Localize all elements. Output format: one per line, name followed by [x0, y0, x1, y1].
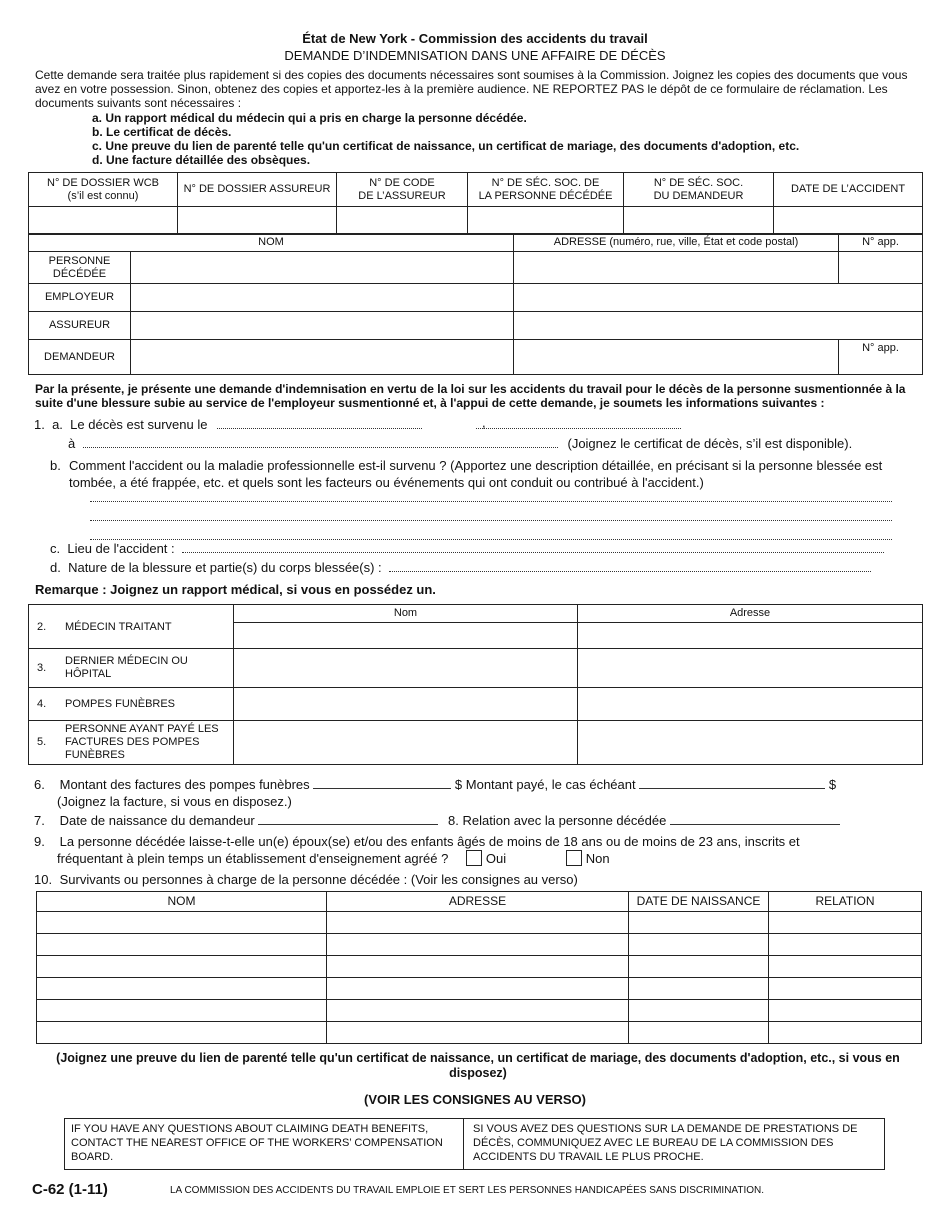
relationship-field[interactable]: [670, 812, 840, 825]
employer-name-field[interactable]: [131, 284, 514, 312]
hospital-name-field[interactable]: [234, 649, 578, 688]
doc-item: b. Le certificat de décès.: [92, 125, 232, 139]
death-time-field[interactable]: [476, 416, 681, 429]
doctor-name-field[interactable]: [234, 623, 578, 649]
proof-note: (Joignez une preuve du lien de parenté telle qu'un certificat de naissance, un certificat de mariage, des documents d'adoption, etc., si vous en disposez): [56, 1051, 900, 1080]
question-7-8: 7. Date de naissance du demandeur 8. Relation avec la personne décédée: [34, 812, 924, 829]
survivor-relation-cell[interactable]: [769, 1000, 922, 1022]
survivor-name-cell[interactable]: [37, 1022, 327, 1044]
header-wcb-number: N° DE DOSSIER WCB (s’il est connu): [29, 173, 178, 207]
table-row: [37, 912, 922, 934]
header-survivor-address: ADRESSE: [327, 892, 629, 912]
row-label-employer: EMPLOYEUR: [29, 284, 131, 312]
id-table: [28, 172, 923, 235]
funeral-home-address-field[interactable]: [578, 688, 923, 721]
deceased-ssn-field[interactable]: [468, 207, 624, 235]
survivor-name-cell[interactable]: [37, 956, 327, 978]
survivor-birthdate-cell[interactable]: [629, 978, 769, 1000]
intro-text: Cette demande sera traitée plus rapidement si des copies des documents nécessaires sont soumises à la Commission. Joignez les copies des documents que vous avez en votre possession. Sinon, obtenez des copies et apportez-les à la première audience. NE REPORTEZ PAS le dépôt de ce formulaire de réclamation. Les documents suivants sont nécessaires :: [35, 68, 908, 110]
accident-date-field[interactable]: [774, 207, 923, 235]
header-survivor-name: NOM: [37, 892, 327, 912]
question-1a: 1. a. Le décès est survenu le: [34, 416, 914, 433]
info-box-en: IF YOU HAVE ANY QUESTIONS ABOUT CLAIMING DEATH BENEFITS, CONTACT THE NEAREST OFFICE OF THE WORKERS’ COMPENSATION BOARD.: [71, 1123, 443, 1163]
header-address: ADRESSE (numéro, rue, ville, État et code postal): [514, 234, 839, 252]
claimant-birthdate-field[interactable]: [258, 812, 438, 825]
claimant-apt-label: N° app.: [862, 342, 899, 354]
deceased-address-field[interactable]: [514, 252, 839, 284]
funeral-bill-amount-field[interactable]: [313, 776, 451, 789]
header-survivor-relation: RELATION: [769, 892, 922, 912]
claimant-apt-field[interactable]: [839, 340, 923, 375]
insurer-code-field[interactable]: [337, 207, 468, 235]
survivor-name-cell[interactable]: [37, 912, 327, 934]
survivor-relation-cell[interactable]: [769, 912, 922, 934]
table-row: [37, 978, 922, 1000]
oui-checkbox[interactable]: [466, 850, 482, 866]
row-label-claimant: DEMANDEUR: [29, 340, 131, 375]
amount-paid-field[interactable]: [639, 776, 825, 789]
insurer-file-field[interactable]: [178, 207, 337, 235]
table-row: [37, 934, 922, 956]
table-row: [37, 1022, 922, 1044]
question-6: 6. Montant des factures des pompes funèbres $ Montant payé, le cas échéant $: [34, 777, 837, 792]
info-box-fr: SI VOUS AVEZ DES QUESTIONS SUR LA DEMANDE DE PRESTATIONS DE DÉCÈS, COMMUNIQUEZ AVEC LE BUREAU DE LA COMMISSION DES ACCIDENTS DU TRAVAIL LE PLUS PROCHE.: [473, 1123, 858, 1163]
deceased-name-field[interactable]: [131, 252, 514, 284]
survivor-birthdate-cell[interactable]: [629, 1022, 769, 1044]
header-claimant-ssn: N° DE SÉC. SOC. DU DEMANDEUR: [624, 173, 774, 207]
survivor-address-cell[interactable]: [327, 934, 629, 956]
question-10: 10. Survivants ou personnes à charge de la personne décédée : (Voir les consignes au verso): [34, 872, 578, 887]
doctor-address-field[interactable]: [578, 623, 923, 649]
claimant-name-field[interactable]: [131, 340, 514, 375]
survivor-relation-cell[interactable]: [769, 934, 922, 956]
death-date-field[interactable]: [217, 416, 422, 429]
payer-address-field[interactable]: [578, 721, 923, 765]
survivor-relation-cell[interactable]: [769, 978, 922, 1000]
required-docs-list: [92, 111, 799, 167]
table-row: [37, 956, 922, 978]
header-apt: N° app.: [839, 234, 923, 252]
wcb-number-field[interactable]: [29, 207, 178, 235]
row-label-deceased: PERSONNE DÉCÉDÉE: [29, 252, 131, 284]
doc-item: d. Une facture détaillée des obsèques.: [92, 153, 311, 167]
med-row-2-label: 3. DERNIER MÉDECIN OU HÔPITAL: [29, 649, 234, 688]
row-label-insurer: ASSUREUR: [29, 312, 131, 340]
survivor-birthdate-cell[interactable]: [629, 912, 769, 934]
survivor-name-cell[interactable]: [37, 934, 327, 956]
form-title: État de New York - Commission des accidents du travail: [302, 31, 648, 46]
question-9-line2: fréquentant à plein temps un établissement d'enseignement agréé ? Oui Non: [57, 851, 610, 866]
med-row-1-label: 2. MÉDECIN TRAITANT: [29, 605, 234, 649]
med-row-4-label: 5. PERSONNE AYANT PAYÉ LES FACTURES DES POMPES FUNÈBRES: [29, 721, 234, 765]
survivor-relation-cell[interactable]: [769, 1022, 922, 1044]
party-table: [28, 233, 923, 375]
survivor-address-cell[interactable]: [327, 912, 629, 934]
doc-item: c. Une preuve du lien de parenté telle qu'un certificat de naissance, un certificat de mariage, des documents d'adoption, etc.: [92, 139, 800, 153]
accident-place-field[interactable]: [182, 540, 884, 553]
description-line-1[interactable]: [90, 491, 892, 502]
header-insurer-code: N° DE CODE DE L’ASSUREUR: [337, 173, 468, 207]
survivor-address-cell[interactable]: [327, 1022, 629, 1044]
medical-table: [28, 604, 923, 765]
question-1b: b. Comment l'accident ou la maladie professionnelle est-il survenu ? (Apportez une description détaillée, en précisant si la personne blessée est tombée, a été frappée, etc. et quels sont les facteurs ou événements qui ont conduit ou contribué à l'accident.): [50, 458, 883, 490]
question-1c: c. Lieu de l'accident :: [50, 540, 930, 557]
see-back-note: (VOIR LES CONSIGNES AU VERSO): [364, 1092, 586, 1107]
comma-separator: ,: [482, 415, 486, 430]
non-option[interactable]: Non: [566, 851, 610, 866]
non-checkbox[interactable]: [566, 850, 582, 866]
survivor-name-cell[interactable]: [37, 1000, 327, 1022]
header-med-name: Nom: [234, 605, 578, 623]
table-row: [37, 1000, 922, 1022]
survivor-address-cell[interactable]: [327, 978, 629, 1000]
survivor-address-cell[interactable]: [327, 1000, 629, 1022]
survivor-birthdate-cell[interactable]: [629, 956, 769, 978]
header-accident-date: DATE DE L’ACCIDENT: [774, 173, 923, 207]
survivors-table: [36, 891, 922, 1044]
header-deceased-ssn: N° DE SÉC. SOC. DE LA PERSONNE DÉCÉDÉE: [468, 173, 624, 207]
insurer-address-field[interactable]: [514, 312, 923, 340]
survivor-birthdate-cell[interactable]: [629, 934, 769, 956]
hospital-address-field[interactable]: [578, 649, 923, 688]
doc-item: a. Un rapport médical du médecin qui a pris en charge la personne décédée.: [92, 111, 527, 125]
remark-text: Remarque : Joignez un rapport médical, si vous en possédez un.: [35, 582, 436, 597]
header-insurer-file: N° DE DOSSIER ASSUREUR: [178, 173, 337, 207]
form-subtitle: DEMANDE D’INDEMNISATION DANS UNE AFFAIRE DE DÉCÈS: [284, 48, 666, 63]
injury-nature-field[interactable]: [389, 559, 871, 572]
question-1a-place: à (Joignez le certificat de décès, s’il est disponible).: [68, 436, 853, 451]
description-line-2[interactable]: [90, 510, 892, 521]
oui-option[interactable]: Oui: [466, 851, 506, 866]
survivor-relation-cell[interactable]: [769, 956, 922, 978]
declaration-text: Par la présente, je présente une demande d'indemnisation en vertu de la loi sur les accidents du travail pour le décès de la personne susmentionnée à la suite d'une blessure subie au service de l'employeur susmentionné et, à l'appui de cette demande, je soumets les informations suivantes :: [35, 382, 906, 410]
claimant-ssn-field[interactable]: [624, 207, 774, 235]
question-9: 9. La personne décédée laisse-t-elle un(e) époux(se) et/ou des enfants âgés de moins de 18 ans ou de moins de 23 ans, inscrits et: [34, 834, 800, 849]
header-name: NOM: [29, 234, 514, 252]
deceased-apt-field[interactable]: [839, 252, 923, 284]
funeral-home-name-field[interactable]: [234, 688, 578, 721]
claimant-address-field[interactable]: [514, 340, 839, 375]
survivor-name-cell[interactable]: [37, 978, 327, 1000]
footer-statement: LA COMMISSION DES ACCIDENTS DU TRAVAIL EMPLOIE ET SERT LES PERSONNES HANDICAPÉES SANS DISCRIMINATION.: [170, 1185, 765, 1196]
info-box-fr-cell: [464, 1119, 884, 1169]
question-1d: d. Nature de la blessure et partie(s) du corps blessée(s) :: [50, 559, 930, 576]
survivor-birthdate-cell[interactable]: [629, 1000, 769, 1022]
header-survivor-birthdate: DATE DE NAISSANCE: [629, 892, 769, 912]
info-box: [64, 1118, 885, 1170]
description-line-3[interactable]: [90, 529, 892, 540]
insurer-name-field[interactable]: [131, 312, 514, 340]
header-med-address: Adresse: [578, 605, 923, 623]
info-box-en-cell: [65, 1119, 464, 1169]
med-row-3-label: 4. POMPES FUNÈBRES: [29, 688, 234, 721]
form-code: C-62 (1-11): [32, 1181, 108, 1198]
survivor-address-cell[interactable]: [327, 956, 629, 978]
question-6-note: (Joignez la facture, si vous en disposez.): [57, 794, 292, 809]
payer-name-field[interactable]: [234, 721, 578, 765]
death-place-field[interactable]: [83, 435, 558, 448]
employer-address-field[interactable]: [514, 284, 923, 312]
